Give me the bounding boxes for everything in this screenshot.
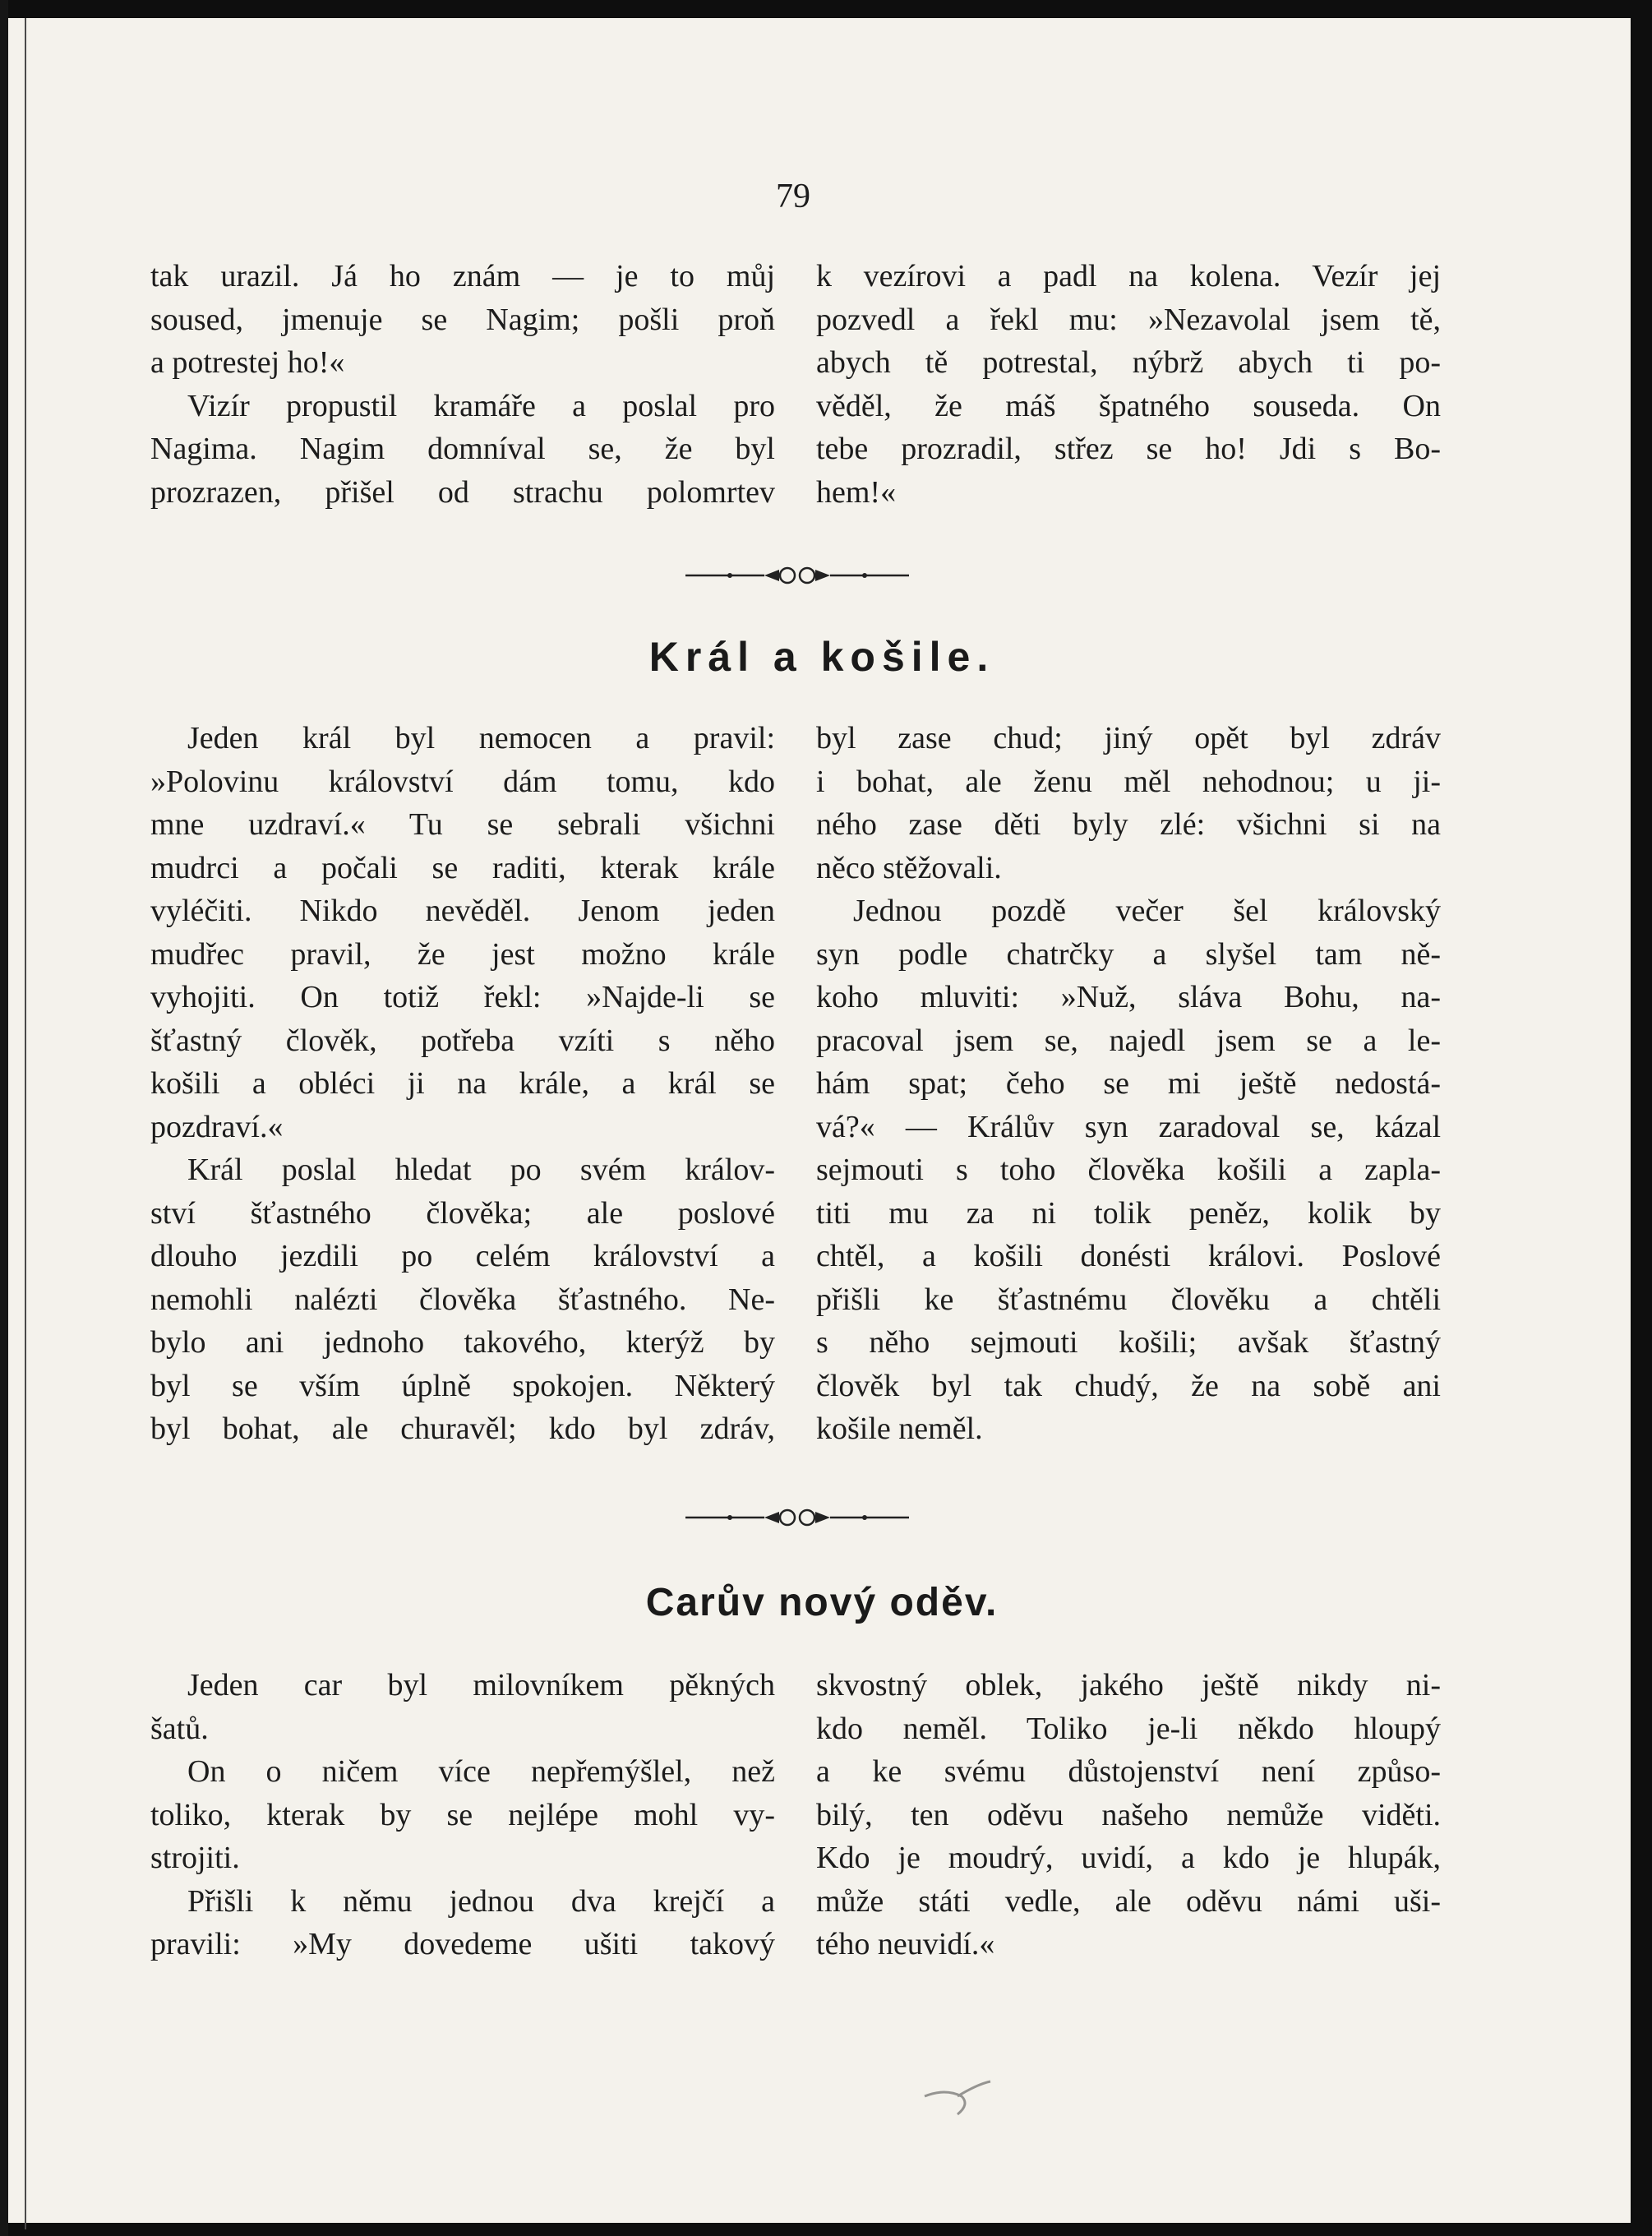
text-line: něco stěžovali. [816,850,1002,885]
story2-left-column [150,1664,775,1966]
text-line: Jeden car byl milovníkem pěkných [187,1668,775,1702]
text-line: Král poslal hledat po svém králov- [187,1153,775,1187]
text-line: mne uzdraví.« Tu se sebrali všichni [150,807,775,842]
story-title: Carův nový oděv. [645,1581,999,1624]
text-line: dlouho jezdili po celém království a [150,1239,775,1273]
text-line: tebe prozradil, střez se ho! Jdi s Bo- [816,432,1441,466]
text-line: strojiti. [150,1841,240,1875]
scan-border-right [1631,0,1652,2236]
ornament-divider [682,1501,912,1534]
text-line: tak urazil. Já ho znám — je to můj [150,259,775,293]
text-line: skvostný oblek, jakého ještě nikdy ni- [816,1668,1441,1702]
text-line: hám spat; čeho se mi ještě nedostá- [816,1066,1441,1101]
scan-border-bottom [0,2223,1652,2236]
text-line: soused, jmenuje se Nagim; pošli proň [150,302,775,337]
text-line: šatů. [150,1711,209,1746]
text-line: košile neměl. [816,1411,983,1446]
text-line: ství šťastného člověka; ale poslové [150,1195,775,1231]
text-line: vá?« — Králův syn zaradoval se, kázal [816,1109,1441,1144]
text-line: Nagima. Nagim domníval se, že byl [150,432,775,466]
text-line: chtěl, a košili donésti královi. Poslové [816,1239,1441,1273]
text-line: bylo ani jednoho takového, kterýž by [150,1325,775,1360]
text-line: k vezírovi a padl na kolena. Vezír jej [816,259,1441,293]
text-line: bilý, ten oděvu našeho nemůže viděti. [816,1797,1441,1832]
text-line: pozdraví.« [150,1109,284,1144]
text-line: vyléčiti. Nikdo nevěděl. Jenom jeden [150,894,775,928]
page-number: 79 [776,178,810,215]
text-line: a potrestej ho!« [150,345,345,380]
intro-left-column [150,255,775,514]
text-line: Přišli k němu jednou dva krejčí a [187,1883,775,1919]
text-line: syn podle chatrčky a slyšel tam ně- [816,936,1441,972]
scan-border-left [0,0,8,2236]
story-title: Král a košile. [648,634,995,680]
text-line: Kdo je moudrý, uvidí, a kdo je hlupák, [816,1841,1441,1875]
text-line: mudřec pravil, že jest možno krále [150,936,775,972]
text-line: byl bohat, ale churavěl; kdo byl zdráv, [150,1411,775,1446]
text-line: vyhojiti. On totiž řekl: »Najde-li se [150,980,775,1014]
text-line: Jednou pozdě večer šel královský [853,894,1441,928]
text-line: byl se vším úplně spokojen. Některý [150,1368,775,1403]
text-line: mudrci a počali se raditi, kterak krále [150,850,775,885]
text-line: nemohli nalézti člověka šťastného. Ne- [150,1282,775,1317]
text-line: s něho sejmouti košili; avšak šťastný [816,1325,1441,1360]
text-line: pravili: »My dovedeme ušiti takový [150,1927,775,1961]
text-line: toliko, kterak by se nejlépe mohl vy- [150,1797,775,1832]
text-line: prozrazen, přišel od strachu polomrtev [150,474,775,510]
text-line: i bohat, ale ženu měl nehodnou; u ji- [816,764,1441,799]
text-line: věděl, že máš špatného souseda. On [816,388,1441,423]
ornament-divider [682,559,912,592]
text-line: ného zase děti byly zlé: všichni si na [816,807,1441,842]
story2-right-column [816,1664,1441,1966]
text-line: koho mluviti: »Nuž, sláva Bohu, na- [816,980,1441,1014]
text-line: »Polovinu království dám tomu, kdo [150,764,775,799]
text-line: pozvedl a řekl mu: »Nezavolal jsem tě, [816,302,1441,337]
text-line: Jeden král byl nemocen a pravil: [187,721,775,755]
text-line: On o ničem více nepřemýšlel, než [187,1754,775,1789]
text-line: šťastný člověk, potřeba vzíti s něho [150,1023,775,1058]
text-line: byl zase chud; jiný opět byl zdráv [816,721,1441,755]
text-line: pracoval jsem se, najedl jsem se a le- [816,1023,1441,1058]
scan-border-top [0,0,1652,18]
text-line: titi mu za ni tolik peněz, kolik by [816,1195,1441,1231]
text-line: Vizír propustil kramáře a poslal pro [187,388,775,423]
text-line: přišli ke šťastnému člověku a chtěli [816,1282,1441,1317]
story1-left-column [150,717,775,1451]
story1-right-column [816,717,1441,1451]
intro-right-column [816,255,1441,514]
text-line: a ke svému důstojenství není způso- [816,1754,1441,1789]
text-line: hem!« [816,474,897,510]
text-line: abych tě potrestal, nýbrž abych ti po- [816,345,1441,380]
text-line: člověk byl tak chudý, že na sobě ani [816,1368,1441,1403]
page-edge-line [25,18,26,2229]
ink-smudge [921,2072,994,2121]
text-line: tého neuvidí.« [816,1927,995,1961]
text-line: košili a obléci ji na krále, a král se [150,1066,775,1101]
text-line: může státi vedle, ale oděvu námi uši- [816,1883,1441,1919]
text-line: kdo neměl. Toliko je-li někdo hloupý [816,1711,1441,1746]
text-line: sejmouti s toho člověka košili a zapla- [816,1153,1441,1187]
